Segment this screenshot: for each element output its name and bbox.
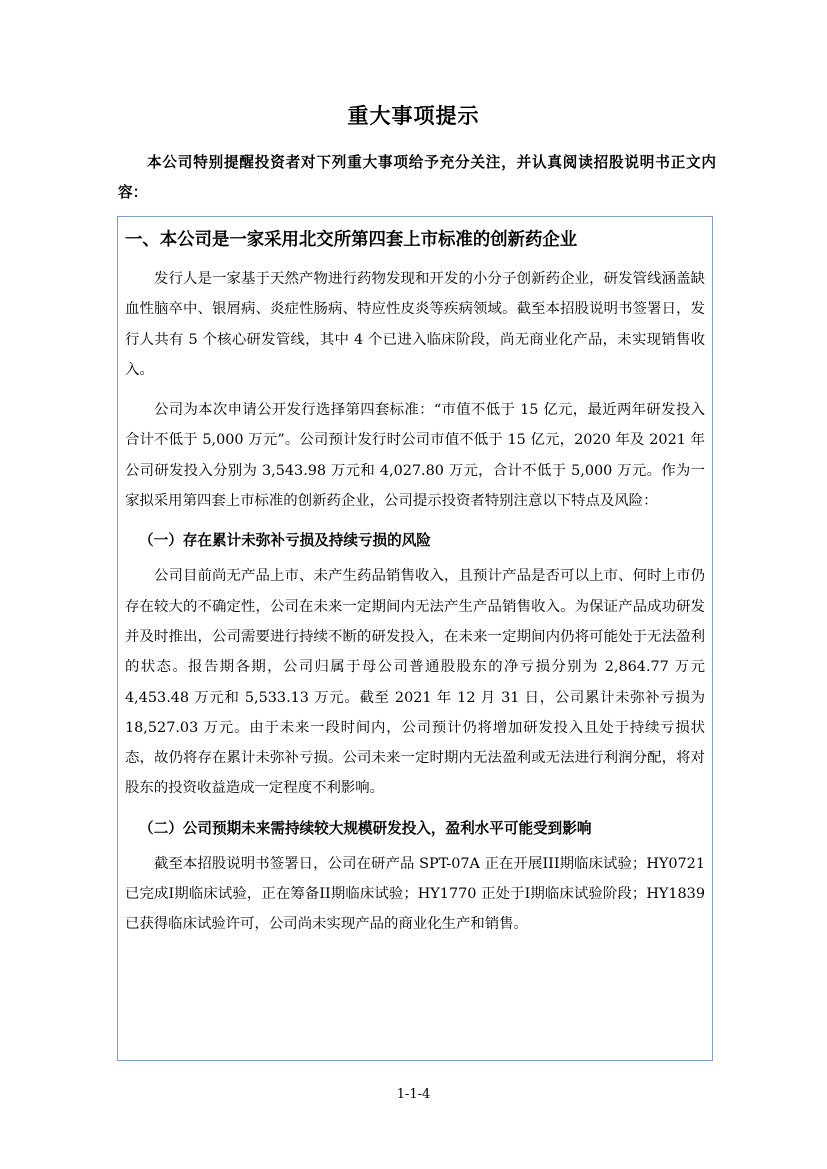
notice-box (117, 216, 713, 1061)
intro-paragraph: 本公司特别提醒投资者对下列重大事项给予充分关注，并认真阅读招股说明书正文内容： (118, 154, 716, 201)
section-paragraph-1: 发行人是一家基于天然产物进行药物发现和开发的小分子创新药企业，研发管线涵盖缺血性脑卒中、银屑病、炎症性肠病、特应性皮炎等疾病领域。截至本招股说明书签署日，发行人共有 5 个核心研发管线，其中 4 个已进入临床阶段，尚无商业化产品，未实现销售收入。 (125, 271, 705, 378)
page-number: 1-1-4 (396, 1087, 431, 1102)
subsection-heading-1: （一）存在累计未弥补亏损及持续亏损的风险 (139, 532, 431, 550)
section-heading: 一、本公司是一家采用北交所第四套上市标准的创新药企业 (125, 230, 578, 250)
subsection-paragraph-1: 公司目前尚无产品上市、未产生药品销售收入，且预计产品是否可以上市、何时上市仍存在较大的不确定性，公司在未来一定期间内无法产生产品销售收入。为保证产品成功研发并及时推出，公司需要进行持续不断的研发投入，在未来一定期间内仍将可能处于无法盈利的状态。报告期各期，公司归属于母公司普通股股东的净亏损分别为 2,864.77 万元 4,453.48 万元和 5,533.13 万元。截至 2021 年 12 月 31 日，公司累计未弥补亏损为 18,527.03 万元。由于未来一段时间内，公司预计仍将增加研发投入且处于持续亏损状态，故仍将存在累计未弥补亏损。公司未来一定时期内无法盈利或无法进行利润分配，将对股东的投资收益造成一定程度不利影响。 (125, 568, 705, 797)
subsection-paragraph-2: 截至本招股说明书签署日，公司在研产品 SPT-07A 正在开展III期临床试验；HY0721 已完成I期临床试验，正在筹备II期临床试验；HY1770 正处于I期临床试验阶段；HY1839 已获得临床试验许可，公司尚未实现产品的商业化生产和销售。 (125, 855, 705, 933)
subsection-heading-2: （二）公司预期未来需持续较大规模研发投入，盈利水平可能受到影响 (139, 819, 592, 837)
page-title: 重大事项提示 (347, 104, 480, 128)
section-paragraph-2: 公司为本次申请公开发行选择第四套标准：“市值不低于 15 亿元，最近两年研发投入合计不低于 5,000 万元”。公司预计发行时公司市值不低于 15 亿元，2020 年及 2021 年公司研发投入分别为 3,543.98 万元和 4,027.80 万元，合计不低于 5,000 万元。作为一家拟采用第四套上市标准的创新药企业，公司提示投资者特别注意以下特点及风险： (125, 402, 705, 510)
